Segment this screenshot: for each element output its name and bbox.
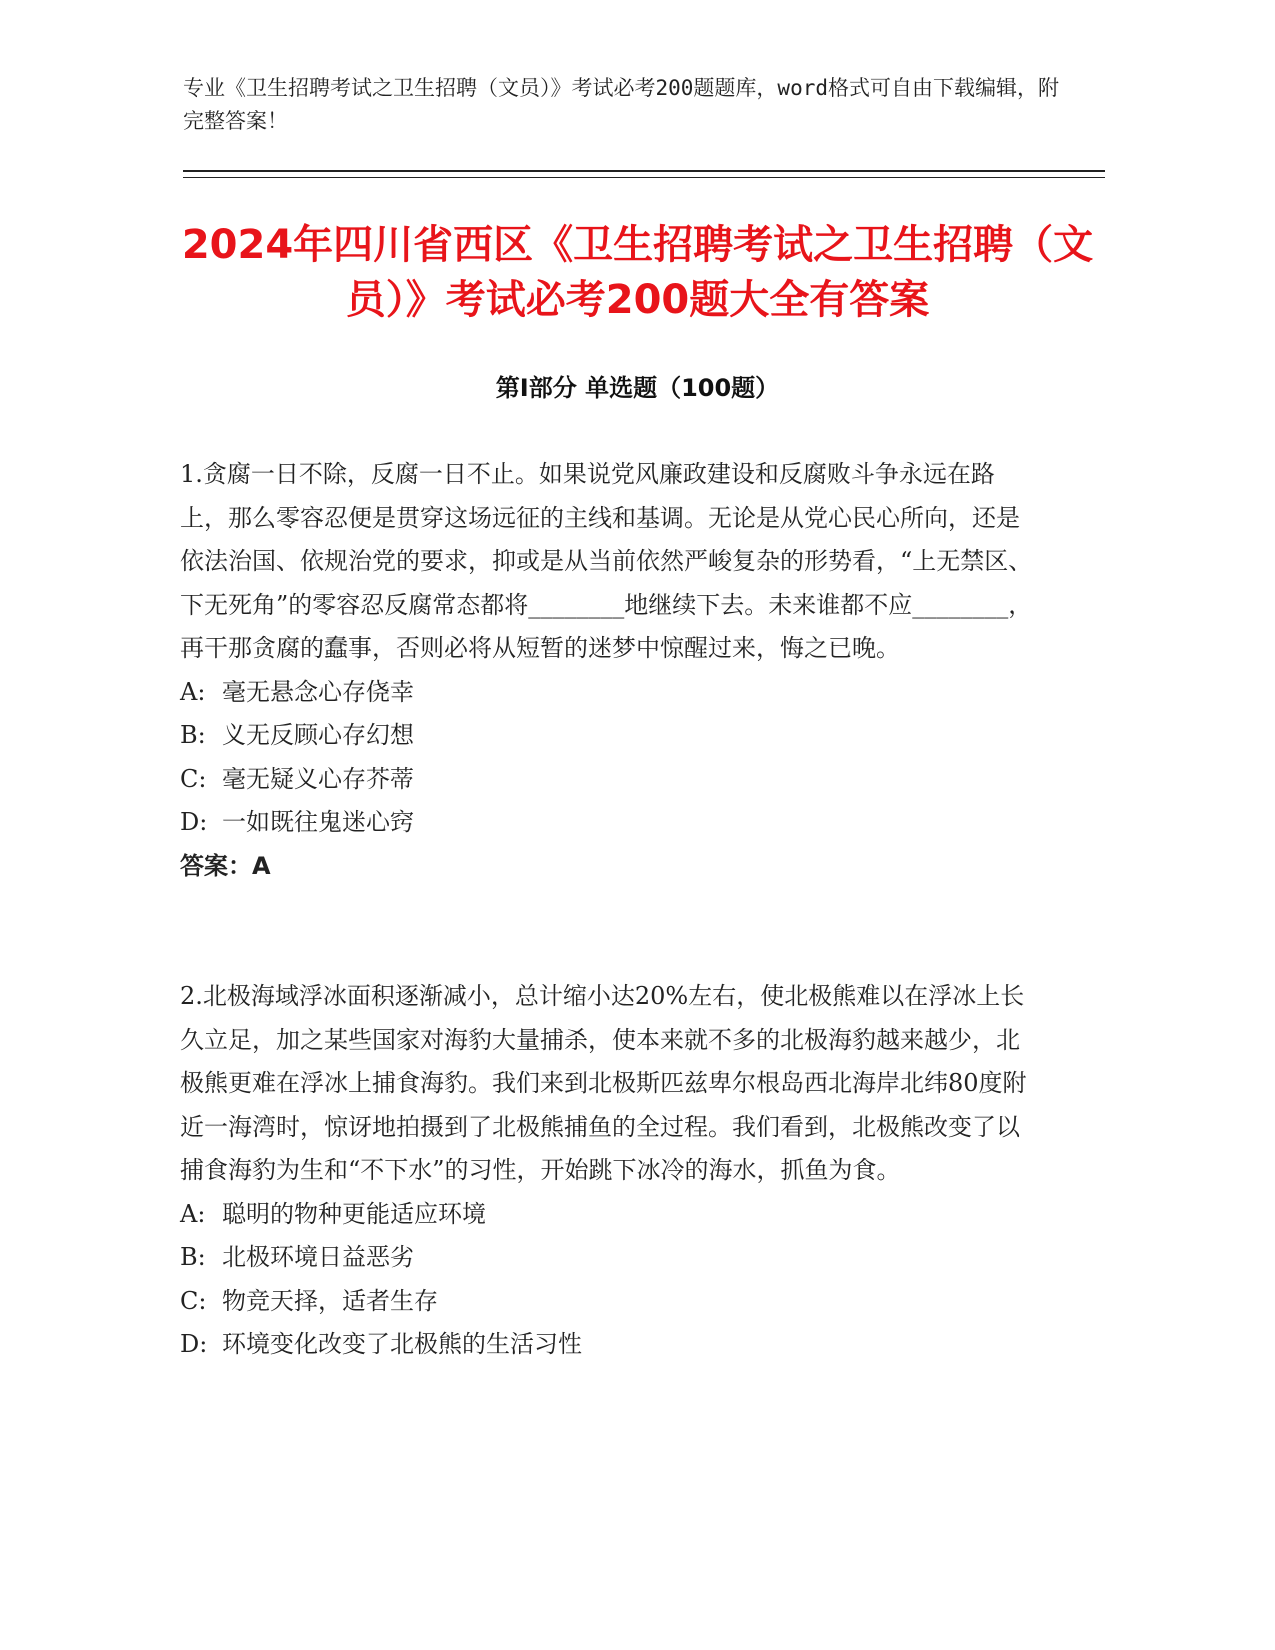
question-1 [180,453,1040,888]
option-letter: C: [180,764,207,793]
option-text: 聪明的物种更能适应环境 [222,1199,486,1228]
option-text: 毫无悬念心存侥幸 [222,677,414,706]
option-a [180,1193,1040,1237]
option-letter: D: [180,808,208,836]
question-stem: 2.北极海域浮冰面积逐渐减小，总计缩小达20%左右，使北极熊难以在浮冰上长久立足，加之某些国家对海豹大量捕杀，使本来就不多的北极海豹越来越少，北极熊更难在浮冰上捕食海豹。我们来到北极斯匹兹卑尔根岛西北海岸北纬80度附近一海湾时，惊讶地拍摄到了北极熊捕鱼的全过程。我们看到，北极熊改变了以捕食海豹为生和“不下水”的习性，开始跳下冰冷的海水，抓鱼为食。 [180,982,1027,1184]
section-title: 第Ⅰ部分 单选题（100题） [495,374,780,402]
option-text: 毫无疑义心存芥蒂 [222,764,414,793]
question-2 [180,975,1040,1367]
option-c [180,758,1040,802]
option-b [180,714,1040,758]
option-letter: B: [180,721,206,749]
option-text: 物竞天择，适者生存 [222,1286,438,1315]
option-c [180,1280,1040,1324]
option-a [180,671,1040,715]
option-text: 义无反顾心存幻想 [222,721,414,749]
header-note: 专业《卫生招聘考试之卫生招聘（文员）》考试必考200题题库，word格式可自由下载编辑，附完整答案！ [183,76,1059,133]
option-letter: B: [180,1243,206,1271]
option-text: 环境变化改变了北极熊的生活习性 [222,1330,582,1358]
option-letter: A: [180,677,206,706]
option-text: 北极环境日益恶劣 [222,1243,414,1271]
option-d [180,801,1040,845]
option-text: 一如既往鬼迷心窍 [222,808,414,836]
option-letter: A: [180,1199,206,1228]
header-divider-thick [183,170,1105,172]
option-letter: C: [180,1286,207,1315]
document-title: 2024年四川省西区《卫生招聘考试之卫生招聘（文员）》考试必考200题大全有答案 [181,222,1094,323]
header-divider-thin [183,177,1105,178]
answer-line: 答案：A [180,851,271,880]
option-d [180,1323,1040,1367]
option-letter: D: [180,1330,208,1358]
option-b [180,1236,1040,1280]
question-stem: 1.贪腐一日不除，反腐一日不止。如果说党风廉政建设和反腐败斗争永远在路上，那么零容忍便是贯穿这场远征的主线和基调。无论是从党心民心所向，还是依法治国、依规治党的要求，抑或是从当前依然严峻复杂的形势看，“上无禁区、下无死角”的零容忍反腐常态都将________地继续下去。未来谁都不应________，再干那贪腐的蠢事，否则必将从短暂的迷梦中惊醒过来，悔之已晚。 [180,460,1033,662]
